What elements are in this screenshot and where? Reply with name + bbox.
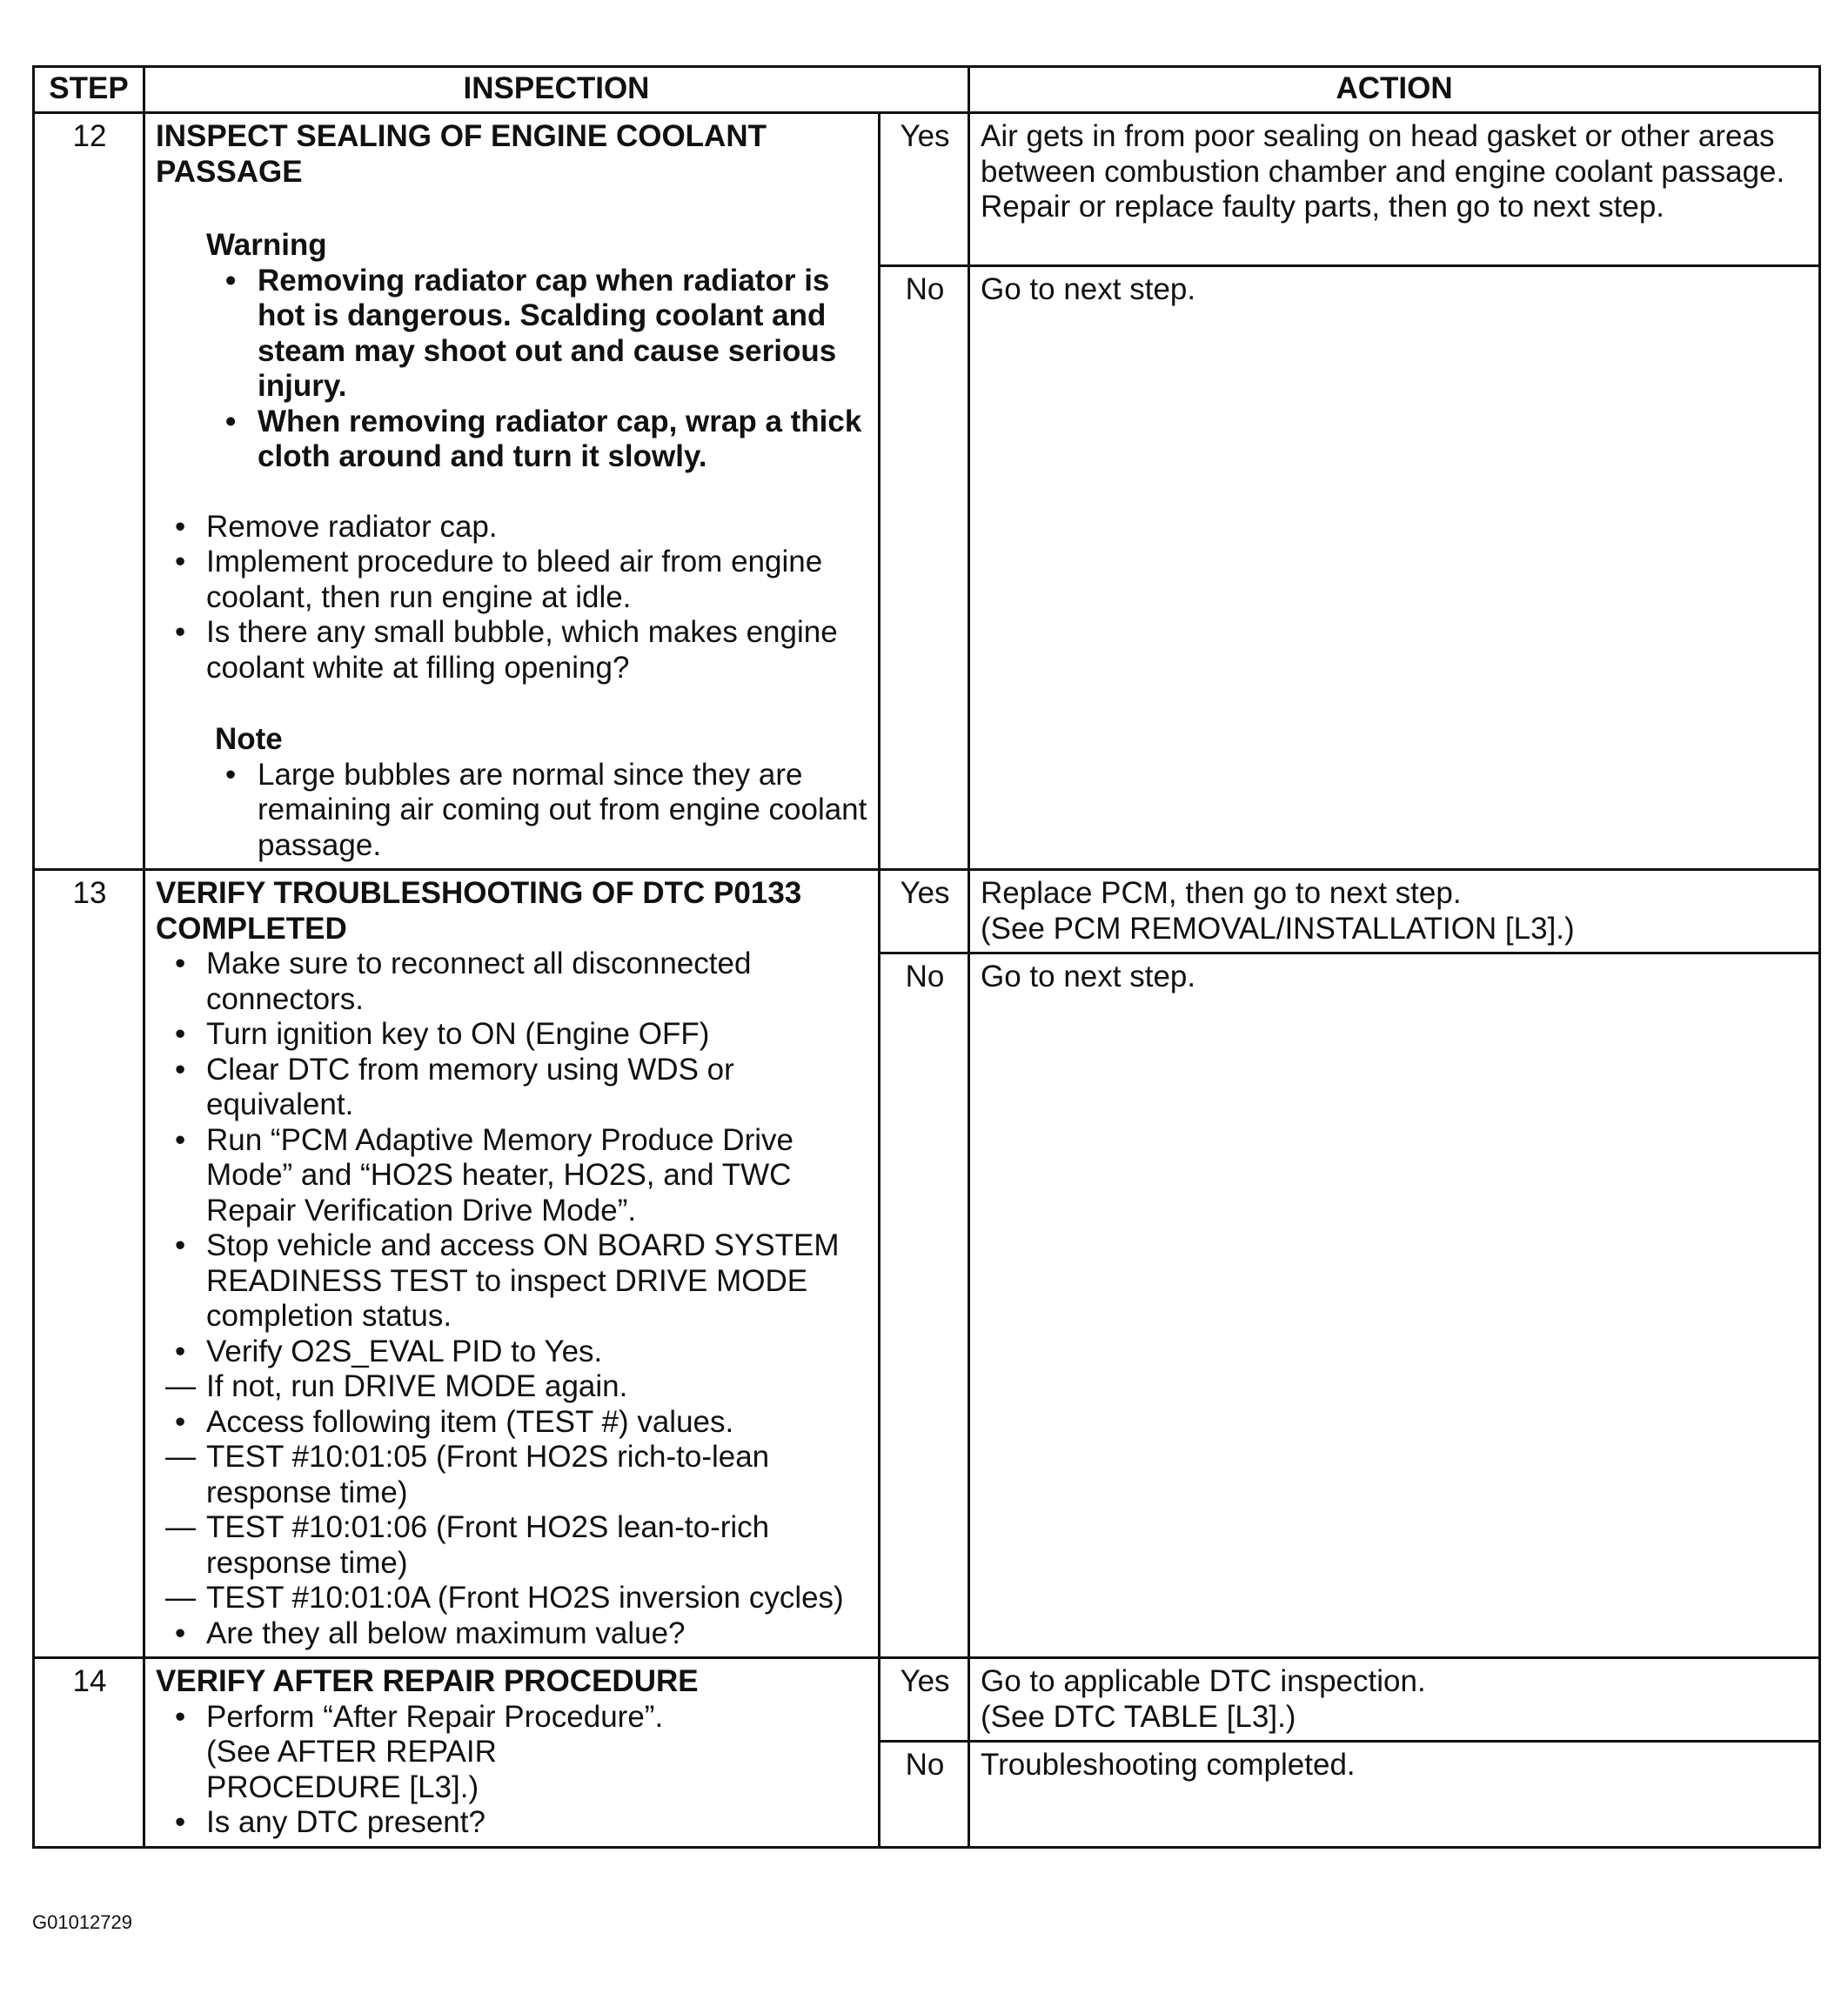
sub-item: — TEST #10:01:0A (Front HO2S inversion cycles) bbox=[165, 1581, 869, 1616]
warning-label: Warning bbox=[206, 228, 327, 262]
step-title: INSPECT SEALING OF ENGINE COOLANT PASSAGE bbox=[156, 119, 767, 189]
warning-block bbox=[156, 228, 869, 475]
action-line: Go to applicable DTC inspection. bbox=[981, 1664, 1426, 1698]
list-item: • Run “PCM Adaptive Memory Produce Drive Mode” and “HO2S heater, HO2S, and TWC Repair Verification Drive Mode”. bbox=[156, 1123, 869, 1229]
inspection-cell bbox=[144, 113, 880, 870]
action-line: (See DTC TABLE [L3].) bbox=[981, 1699, 1296, 1734]
yes-label: Yes bbox=[880, 870, 969, 953]
action-line: Air gets in from poor sealing on head gasket or other areas between combustion chamber and engine coolant passage. bbox=[981, 119, 1785, 189]
table-row bbox=[34, 1658, 1820, 1742]
table-row bbox=[34, 870, 1820, 953]
step-number: 14 bbox=[34, 1658, 144, 1848]
see-reference: (See AFTER REPAIR bbox=[206, 1735, 497, 1769]
step-title: VERIFY TROUBLESHOOTING OF DTC P0133 COMPLETED bbox=[156, 876, 802, 946]
sub-item: — TEST #10:01:05 (Front HO2S rich-to-lean response time) bbox=[165, 1440, 869, 1510]
header-step: STEP bbox=[34, 67, 144, 113]
list-item bbox=[156, 1405, 869, 1616]
warning-item: • Removing radiator cap when radiator is hot is dangerous. Scalding coolant and steam may shoot out and cause serious injury. bbox=[156, 264, 869, 405]
no-action: Go to next step. bbox=[969, 953, 1820, 1658]
header-inspection: INSPECTION bbox=[144, 67, 969, 113]
list-item bbox=[156, 1700, 869, 1806]
sub-item: — TEST #10:01:06 (Front HO2S lean-to-rich response time) bbox=[165, 1510, 869, 1581]
note-item: • Large bubbles are normal since they are remaining air coming out from engine coolant passage. bbox=[156, 758, 869, 864]
list-item: • Are they all below maximum value? bbox=[156, 1616, 869, 1652]
list-item: • Make sure to reconnect all disconnected connectors. bbox=[156, 947, 869, 1017]
no-label: No bbox=[880, 953, 969, 1658]
no-label: No bbox=[880, 1742, 969, 1848]
step-number: 13 bbox=[34, 870, 144, 1658]
inspection-cell bbox=[144, 1658, 880, 1848]
action-line: (See PCM REMOVAL/INSTALLATION [L3].) bbox=[981, 911, 1575, 946]
list-item-text: Verify O2S_EVAL PID to Yes. bbox=[206, 1334, 603, 1368]
sub-item: — If not, run DRIVE MODE again. bbox=[165, 1369, 869, 1405]
action-line: Replace PCM, then go to next step. bbox=[981, 876, 1462, 910]
header-row bbox=[34, 67, 1820, 113]
header-action: ACTION bbox=[969, 67, 1820, 113]
see-reference: PROCEDURE [L3].) bbox=[206, 1770, 479, 1804]
figure-code: G01012729 bbox=[32, 1911, 132, 1933]
list-item: • Clear DTC from memory using WDS or equivalent. bbox=[156, 1053, 869, 1123]
step-number: 12 bbox=[34, 113, 144, 870]
no-action: Go to next step. bbox=[969, 266, 1820, 870]
yes-action bbox=[969, 113, 1820, 266]
list-item-text: Perform “After Repair Procedure”. bbox=[206, 1699, 664, 1734]
list-item: • Stop vehicle and access ON BOARD SYSTEM READINESS TEST to inspect DRIVE MODE completion status. bbox=[156, 1228, 869, 1335]
list-item: • Turn ignition key to ON (Engine OFF) bbox=[156, 1017, 869, 1053]
list-item bbox=[156, 1335, 869, 1405]
inspection-cell bbox=[144, 870, 880, 1658]
no-action: Troubleshooting completed. bbox=[969, 1742, 1820, 1848]
list-item: • Is there any small bubble, which makes engine coolant white at filling opening? bbox=[156, 615, 869, 686]
table-row bbox=[34, 113, 1820, 266]
yes-label: Yes bbox=[880, 1658, 969, 1742]
list-item: • Is any DTC present? bbox=[156, 1805, 869, 1841]
list-item-text: Access following item (TEST #) values. bbox=[206, 1404, 734, 1439]
diagnostic-table bbox=[32, 65, 1821, 1849]
step-title: VERIFY AFTER REPAIR PROCEDURE bbox=[156, 1664, 699, 1698]
warning-item: • When removing radiator cap, wrap a thick cloth around and turn it slowly. bbox=[156, 405, 869, 475]
list-item: • Remove radiator cap. bbox=[156, 510, 869, 545]
yes-action bbox=[969, 870, 1820, 953]
note-label: Note bbox=[215, 722, 283, 756]
action-line: Repair or replace faulty parts, then go to next step. bbox=[981, 190, 1665, 224]
yes-label: Yes bbox=[880, 113, 969, 266]
list-item: • Implement procedure to bleed air from engine coolant, then run engine at idle. bbox=[156, 545, 869, 615]
no-label: No bbox=[880, 266, 969, 870]
yes-action bbox=[969, 1658, 1820, 1742]
